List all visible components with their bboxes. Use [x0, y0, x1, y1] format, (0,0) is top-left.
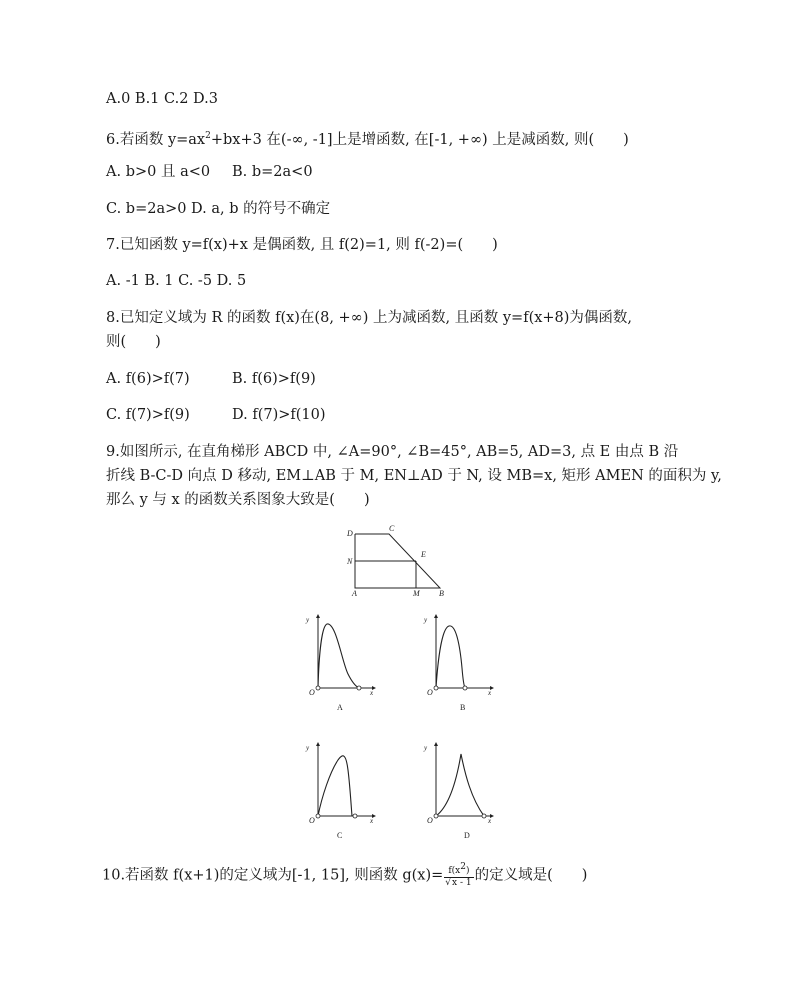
x-label: x [370, 689, 374, 697]
origin-label: O [309, 816, 315, 825]
q9-stem-line2: 折线 B-C-D 向点 D 移动, EM⊥AB 于 M, EN⊥AD 于 N, 设 MB=x, 矩形 AMEN 的面积为 y, [106, 468, 722, 484]
q10-denominator [444, 878, 473, 889]
q8-stem-line1: 8.已知定义域为 R 的函数 f(x)在(8, +∞) 上为减函数, 且函数 y=f(x+8)为偶函数, [106, 310, 633, 326]
q10-num-sup: 2 [460, 862, 466, 872]
label-m: M [413, 589, 420, 597]
q9-stem-line1: 9.如图所示, 在直角梯形 ABCD 中, ∠A=90°, ∠B=45°, AB=5, AD=3, 点 E 由点 B 沿 [106, 444, 679, 460]
open-point-end [357, 686, 361, 690]
q10-num-b: ) [466, 866, 470, 876]
origin-label: O [427, 688, 433, 697]
q10-stem [102, 862, 587, 889]
graph-d [418, 740, 503, 842]
graph-caption-c: C [337, 831, 343, 840]
q10-radicand: x - 1 [452, 878, 472, 888]
y-label: y [306, 744, 310, 752]
q5-options: A.0 B.1 C.2 D.3 [106, 91, 218, 107]
graph-caption-a: A [337, 703, 343, 712]
label-b: B [439, 589, 444, 597]
q6-option-d: D. a, b 的符号不确定 [191, 201, 331, 217]
q8-option-d: D. f(7)>f(10) [232, 407, 326, 423]
q6-option-b: B. b=2a<0 [232, 164, 313, 180]
y-label: y [424, 744, 428, 752]
open-point-end [482, 814, 486, 818]
trapezoid-figure [340, 522, 455, 597]
label-e: E [421, 550, 426, 559]
y-label: y [424, 616, 428, 624]
origin-label: O [427, 816, 433, 825]
q10-stem-b: 的定义域是( ) [474, 867, 588, 884]
curve [436, 626, 465, 688]
q6-option-c: C. b=2a>0 [106, 201, 187, 217]
y-axis-arrow [316, 742, 320, 746]
label-a: A [352, 589, 357, 597]
q10-sqrt-sign: √ [445, 878, 452, 888]
q6-stem [106, 126, 629, 150]
q6-stem-a: 6.若函数 y=ax [106, 131, 206, 148]
y-axis-arrow [434, 614, 438, 618]
graph-a [300, 612, 385, 714]
q6-options-row2 [106, 199, 330, 219]
graph-caption-b: B [460, 703, 466, 712]
q8-options-row1 [106, 369, 316, 389]
open-point-origin [434, 814, 438, 818]
q8-option-c: C. f(7)>f(9) [106, 407, 190, 423]
q6-option-a: A. b>0 且 a<0 [106, 164, 211, 180]
curve [318, 624, 359, 688]
y-axis-arrow [316, 614, 320, 618]
q10-stem-a: 10.若函数 f(x+1)的定义域为[-1, 15], 则函数 g(x)= [102, 867, 444, 884]
q8-option-b: B. f(6)>f(9) [232, 371, 316, 387]
graph-b [418, 612, 503, 714]
open-point-origin [316, 814, 320, 818]
q10-numerator [444, 862, 473, 878]
origin-label: O [309, 688, 315, 697]
q6-stem-b: +bx+3 在(-∞, -1]上是增函数, 在[-1, +∞) 上是减函数, 则( ) [210, 131, 629, 148]
q6-options-row1 [106, 162, 313, 182]
q6-stem-sup: 2 [205, 131, 211, 141]
y-label: y [306, 616, 310, 624]
label-d: D [347, 529, 353, 538]
x-label: x [370, 817, 374, 825]
graph-caption-d: D [464, 831, 470, 840]
q7-stem: 7.已知函数 y=f(x)+x 是偶函数, 且 f(2)=1, 则 f(-2)=( ) [106, 237, 498, 253]
q9-stem-line3: 那么 y 与 x 的函数关系图象大致是( ) [106, 492, 370, 508]
graph-c [300, 740, 385, 842]
q8-options-row2 [106, 405, 326, 425]
q10-num-a: f(x [448, 866, 461, 876]
open-point-origin [434, 686, 438, 690]
q8-stem-line2: 则( ) [106, 334, 161, 350]
open-point-origin [316, 686, 320, 690]
x-label: x [488, 689, 492, 697]
q7-options: A. -1 B. 1 C. -5 D. 5 [106, 273, 247, 289]
x-label: x [488, 817, 492, 825]
curve [436, 754, 484, 816]
open-point-end [353, 814, 357, 818]
label-c: C [389, 524, 395, 533]
curve [318, 756, 352, 816]
label-n: N [347, 557, 353, 566]
y-axis-arrow [434, 742, 438, 746]
q8-option-a: A. f(6)>f(7) [106, 371, 190, 387]
q10-fraction [444, 862, 473, 889]
open-point-end [463, 686, 467, 690]
